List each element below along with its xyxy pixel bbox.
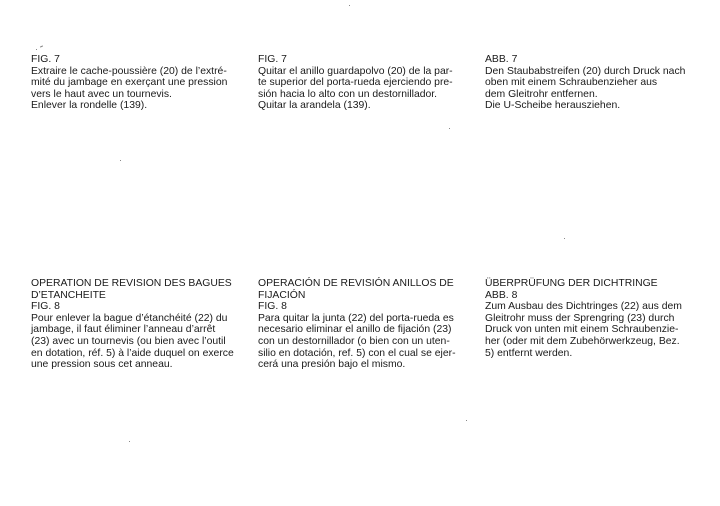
de-abb7-line: oben mit einem Schraubenzieher aus xyxy=(485,77,658,89)
fr-fig8-line: (23) avec un tournevis (ou bien avec l’outil xyxy=(31,335,226,347)
scan-speck xyxy=(40,45,43,47)
fr-fig7-line: vers le haut avec un tournevis. xyxy=(31,88,172,100)
scan-speck xyxy=(449,128,450,129)
scan-speck xyxy=(129,441,130,442)
es-fig7-line: Quitar la arandela (139). xyxy=(258,100,371,112)
es-fig8-label: FIG. 8 xyxy=(258,301,287,313)
de-abb8-block xyxy=(485,278,700,359)
fr-fig8-line: jambage, il faut éliminer l’anneau d’arrêt xyxy=(31,324,216,336)
de-abb8-line: her (oder mit dem Zubehörwerkzeug, Bez. xyxy=(485,335,680,347)
scan-speck xyxy=(120,160,121,161)
fr-fig7-line: Extraire le cache-poussière (20) de l’extré- xyxy=(31,65,227,77)
fr-fig7-block xyxy=(31,54,246,112)
de-abb7-block xyxy=(485,54,700,112)
fr-fig7-heading: FIG. 7 xyxy=(31,54,60,65)
fr-fig7-line: Enlever la rondelle (139). xyxy=(31,100,148,112)
de-abb8-label: ABB. 8 xyxy=(485,289,518,301)
scan-speck xyxy=(466,420,467,421)
de-abb7-line: Den Staubabstreifen (20) durch Druck nach xyxy=(485,65,686,77)
de-abb8-line: Zum Ausbau des Dichtringes (22) aus dem xyxy=(485,301,682,313)
de-abb7-line: dem Gleitrohr entfernen. xyxy=(485,88,598,100)
de-abb8-line: Druck von unten mit einem Schraubenzie- xyxy=(485,324,679,336)
fr-fig8-block xyxy=(31,278,246,371)
de-abb8-heading: ÜBERPRÜFUNG DER DICHTRINGE xyxy=(485,278,658,289)
es-fig7-line: Quitar el anillo guardapolvo (20) de la par- xyxy=(258,65,453,77)
es-fig8-heading: OPERACIÓN DE REVISIÓN ANILLOS DE xyxy=(258,278,454,289)
scan-speck xyxy=(36,49,37,50)
es-fig8-line: con un destornillador (o bien con un uten- xyxy=(258,335,450,347)
es-fig7-line: sión hacia lo alto con un destornillador. xyxy=(258,88,438,100)
es-fig7-heading: FIG. 7 xyxy=(258,54,287,65)
de-abb8-line: Gleitrohr muss der Sprengring (23) durch xyxy=(485,312,675,324)
es-fig8-block xyxy=(258,278,473,371)
es-fig8-line: necesario eliminar el anillo de fijación (23) xyxy=(258,324,452,336)
es-fig7-block xyxy=(258,54,473,112)
scan-speck xyxy=(564,238,565,239)
fr-fig8-line: en dotation, réf. 5) à l’aide duquel on exerce xyxy=(31,347,234,359)
es-fig8-line: silio en dotación, ref. 5) con el cual se ejer- xyxy=(258,347,456,359)
es-fig8-line: Para quitar la junta (22) del porta-rueda es xyxy=(258,312,454,324)
es-fig7-line: te superior del porta-rueda ejerciendo pre- xyxy=(258,77,453,89)
es-fig8-line: cerá una presión bajo el mismo. xyxy=(258,359,406,371)
fr-fig8-heading: D’ETANCHEITE xyxy=(31,289,106,301)
fr-fig8-line: une pression sous cet anneau. xyxy=(31,359,173,371)
fr-fig7-line: mité du jambage en exerçant une pression xyxy=(31,77,228,89)
fr-fig8-line: Pour enlever la bague d’étanchéité (22) du xyxy=(31,312,228,324)
es-fig8-heading: FIJACIÓN xyxy=(258,289,306,301)
de-abb7-heading: ABB. 7 xyxy=(485,54,518,65)
fr-fig8-heading: OPERATION DE REVISION DES BAGUES xyxy=(31,278,232,289)
scan-speck xyxy=(349,5,350,6)
de-abb8-line: 5) entfernt werden. xyxy=(485,347,573,359)
fr-fig8-label: FIG. 8 xyxy=(31,301,60,313)
de-abb7-line: Die U-Scheibe herausziehen. xyxy=(485,100,621,112)
